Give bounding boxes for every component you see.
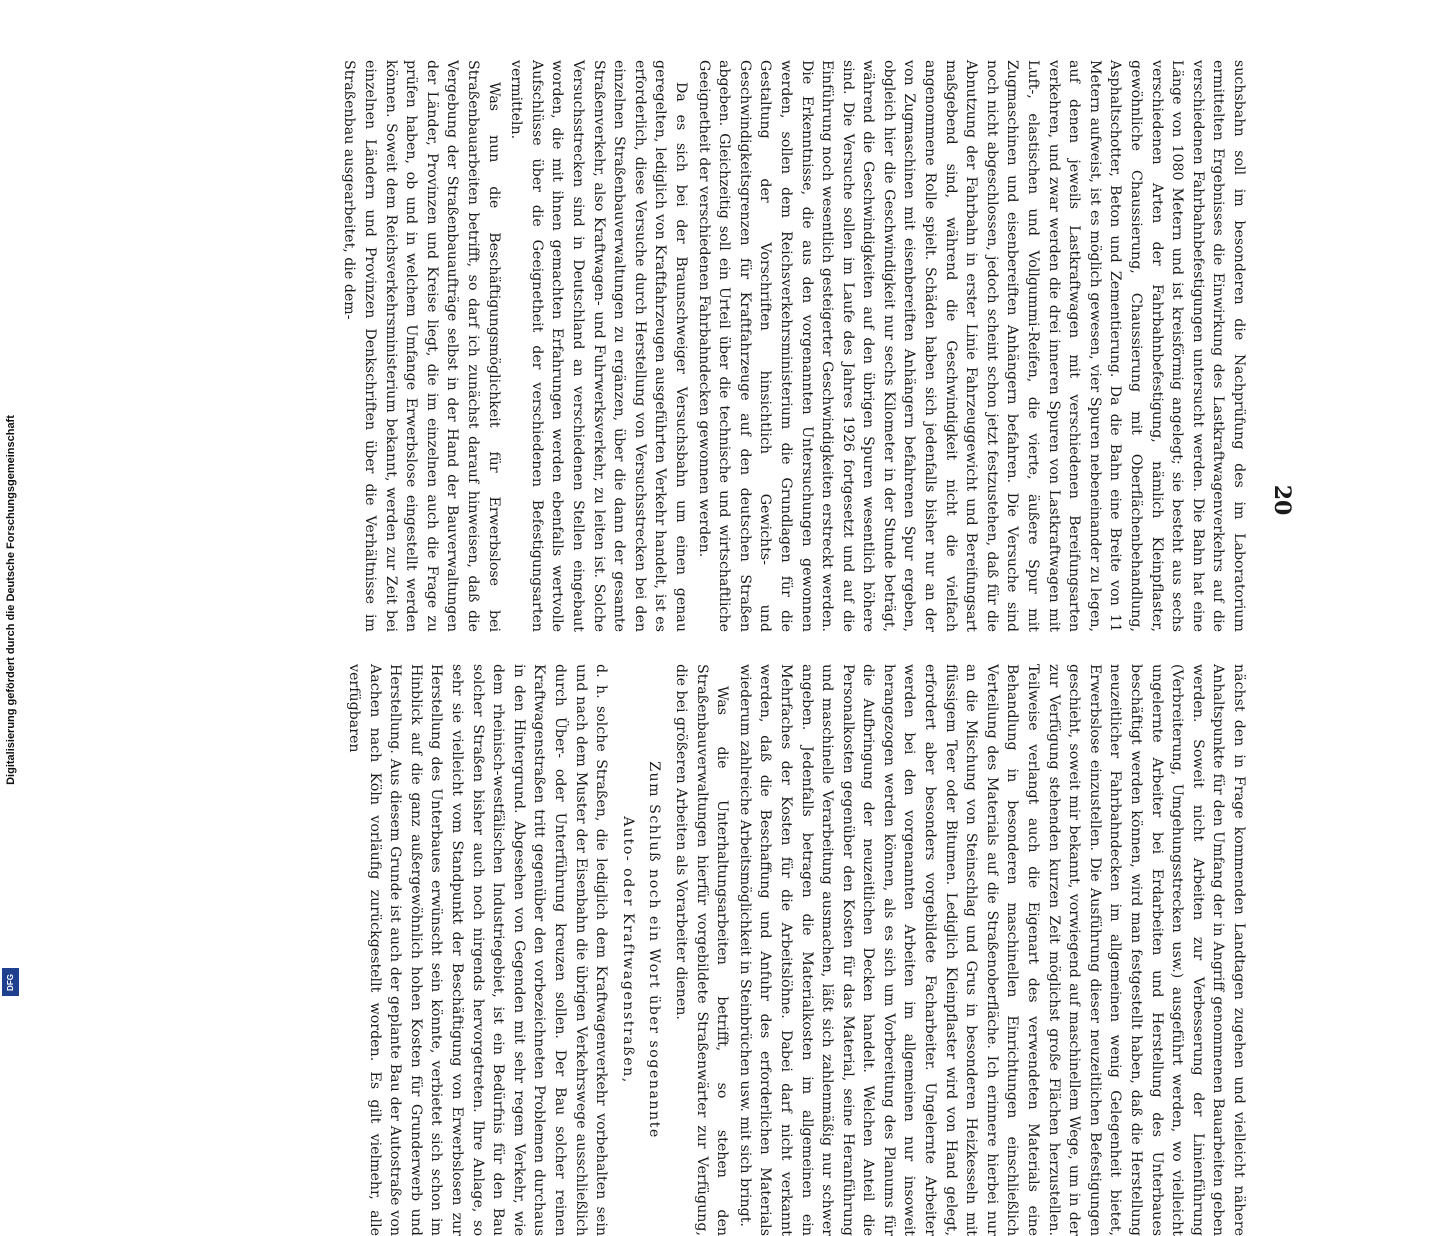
digitization-credit: Digitalisierung gefördert durch die Deutsche Forschungsgemeinschaft (5, 415, 17, 785)
paragraph: suchsbahn soll im besonderen die Nachprüfung des im Laboratorium ermittelten Ergebnisses die Einwirkung des Lastkraftwagenverkehrs auf die verschiedenen Fahrbahnbefestigungen untersucht werden. Die Bahn hat eine Länge von 1080 Metern und ist kreisförmig angelegt; sie besteht aus sechs verschiedenen Arten der Fahrbahnbefestigung, nämlich Kleinpflaster, gewöhnliche Chaussierung, Chaussierung mit Oberflächenbehandlung, Asphaltschotter, Beton und Zementierung. Da die Bahn eine Breite von 11 Metern aufweist, ist es möglich gewesen, vier Spuren nebeneinander zu legen, auf denen jeweils Lastkraftwagen mit verschiedenen Bereifungsarten verkehren, und zwar werden die drei inneren Spuren von Lastkraftwagen mit Luft-, elastischen und Vollgummi-Reifen, die vierte, äußere Spur mit Zugmaschinen und eisenbereiften Anhängern befahren. Die Versuche sind noch nicht abgeschlossen, jedoch scheint schon jetzt festzustehen, daß für die Abnutzung der Fahrbahn in erster Linie Fahrzeuggewicht und Bereifungsart maßgebend sind, während die Geschwindigkeit nicht die vielfach angenommene Rolle spielt. Schäden haben sich jedenfalls bisher nur an der von Zugmaschinen mit eisenbereiften Anhängern befahrenen Spur ergeben, obgleich hier die Geschwindigkeit nur sechs Kilometer in der Stunde beträgt, während die Geschwindigkeiten auf den übrigen Spuren wesentlich höhere sind. Die Versuche sollen im Laufe des Jahres 1926 fortgesetzt und auf die Einführung noch wesentlich gesteigerter Geschwindigkeiten erstreckt werden. Die Erkenntnisse, die aus den vorgenannten Untersuchungen gewonnen werden, sollen dem Reichsverkehrsministerium die Grundlagen für die Gestaltung der Vorschriften hinsichtlich Gewichts- und Geschwindigkeitsgrenzen für Kraftfahrzeuge auf den deutschen Straßen abgeben. Gleichzeitig soll ein Urteil über die technische und wirtschaftliche Geeignetheit der verschiedenen Fahrbahndecken gewonnen werden. (695, 60, 1247, 632)
document-page (127, 60, 1307, 1236)
paragraph: Zum Schluß noch ein Wort über sogenannte (646, 761, 663, 1139)
right-text-column (341, 664, 1249, 1236)
digitization-sidebar (0, 0, 22, 1000)
paragraph: nächst den in Frage kommenden Landtagen zugehen und vielleicht nähere Anhaltspunkte für den Umfang der in Angriff genommenen Bauarbeiten geben werden. Soweit nicht Arbeiten zur Verbesserung der Linienführung (Verbreiterung, Umgehungsstrecken usw.) ausgeführt werden, wo vielleicht ungelernte Arbeiter bei Erdarbeiten und Herstellung des Unterbaues beschäftigt werden können, wird man festgestellt haben, daß die Herstellung neuzeitlicher Fahrbahndecken im allgemeinen wenig Gelegenheit bietet, Erwerbslose einzustellen. Die Ausführung dieser neuzeitlichen Befestigungen geschieht, soweit mir bekannt, vorwiegend auf maschinellem Wege, um in der zur Verfügung stehenden kurzen Zeit möglichst große Flächen herzustellen. Teilweise verlangt auch die Eigenart des verwendeten Materials eine Behandlung in besonderen maschinellen Einrichtungen einschließlich Verteilung des Materials auf die Straßenoberfläche. Ich erinnere hierbei nur an die Mischung von Steinschlag und Grus in besonderen Heizkesseln mit flüssigem Teer oder Bitumen. Lediglich Kleinpflaster wird von Hand gelegt, erfordert aber besonders vorgebildete Facharbeiter. Ungelernte Arbeiter werden bei den vorgenannten Arbeiten im allgemeinen nur insoweit herangezogen werden können, als es sich um Vorbereitung des Planums für die Aufbringung der neuzeitlichen Decken handelt. Welchen Anteil die Personalkosten gegenüber den Kosten für das Material, seine Heranführung und maschinelle Verarbeitung ausmachen, läßt sich zahlenmäßig nur schwer angeben. Jedenfalls betragen die Materialkosten im allgemeinen ein Mehrfaches der Kosten für die Arbeitslöhne. Dabei darf nicht verkannt werden, daß die Beschaffung und Anfuhr des erforderlichen Materials wiederum zahlreiche Arbeitsmöglichkeit in Steinbrüchen usw. mit sich bringt. (736, 664, 1247, 1236)
paragraph: d. h. solche Straßen, die lediglich dem Kraftwagenverkehr vorbehalten sein und nach dem Muster der Eisenbahn die übrigen Verkehrswege ausschließlich durch Über- oder Unterführung kreuzen sollen. Der Bau solcher reinen Kraftwagenstraßen tritt gegenüber den vorbezeichneten Problemen durchaus in den Hintergrund. Abgesehen von Gegenden mit sehr regem Verkehr, wie dem rheinisch-westfälischen Industriegebiet, ist ein Bedürfnis für den Bau solcher Straßen bisher auch noch nirgends hervorgetreten. Ihre Anlage, so sehr sie vielleicht vom Standpunkt der Beschäftigung von Erwerbslosen zur Herstellung des Unterbaues erwünscht sein könnte, verbietet sich schon im Hinblick auf die ganz außergewöhnlich hohen Kosten für Grunderwerb und Herstellung. Aus diesem Grunde ist auch der geplante Bau der Autostraße von Aachen nach Köln vorläufig zurückgestellt worden. Es gilt vielmehr, alle verfügbaren (346, 664, 610, 1236)
left-text-column (337, 60, 1249, 632)
dfg-logo-text: DFG (5, 973, 15, 991)
page-number: 20 (1269, 484, 1295, 516)
paragraph: Was nun die Beschäftigungsmöglichkeit für Erwerbslose bei Straßenbauarbeiten betrifft, so darf ich zunächst darauf hinweisen, daß die Vergebung der Straßenbauaufträge selbst in der Hand der Bauverwaltungen der Länder, Provinzen und Kreise liegt, die im einzelnen auch die Frage zu prüfen haben, ob und in welchem Umfange Erwerbslose eingestellt werden können. Soweit dem Reichsverkehrsministerium bekannt, werden zur Zeit bei einzelnen Ländern und Provinzen Denkschriften über die Verhältnisse im Straßenbau ausgearbeitet, die dem- (341, 60, 502, 632)
section-heading: Auto- oder Kraftwagenstraßen, (619, 816, 636, 1084)
dfg-logo (2, 968, 19, 996)
paragraph: Da es sich bei der Braunschweiger Versuchsbahn um einen genau geregelten, lediglich von Kraftfahrzeugen ausgeführten Verkehr handelt, ist es erforderlich, diese Versuche durch Herstellung von Versuchsstrecken bei den einzelnen Straßenbauverwaltungen zu ergänzen, über die dann der gesamte Straßenverkehr, also Kraftwagen- und Fuhrwerksverkehr, zu leiten ist. Solche Versuchsstrecken sind in Deutschland an verschiedenen Stellen eingebaut worden, die mit ihnen gemachten Erfahrungen werden ebenfalls wertvolle Aufschlüsse über die Geeignetheit der verschiedenen Befestigungsarten vermitteln. (508, 60, 689, 632)
paragraph: Was die Unterhaltungsarbeiten betrifft, so stehen den Straßenbauverwaltungen hierfür vorgebildete Straßenwärter zur Verfügung, die bei größeren Arbeiten als Vorarbeiter dienen. (672, 664, 731, 1236)
